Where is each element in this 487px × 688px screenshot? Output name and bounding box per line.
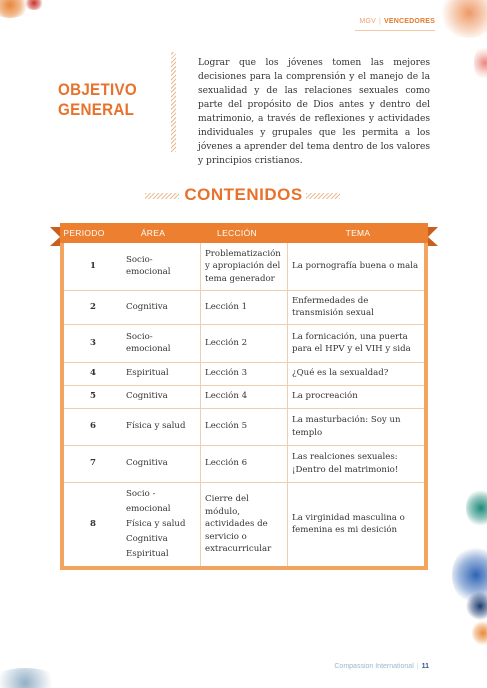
cell-tema: ¿Qué es la sexualdad? — [288, 362, 427, 385]
cell-leccion: Problematización y apropiación del tema generador — [201, 243, 288, 290]
cell-leccion: Lección 5 — [201, 408, 288, 445]
watercolor-splash-top-right — [440, 0, 487, 38]
header-tag: MGV | VENCEDORES — [359, 18, 435, 25]
cell-tema: La procreación — [288, 385, 427, 408]
cell-periodo: 1 — [62, 243, 122, 290]
contenidos-title: CONTENIDOS — [184, 185, 303, 204]
table-row — [62, 445, 426, 482]
cell-area: Socio-emocional — [122, 324, 201, 362]
cell-periodo: 3 — [62, 324, 122, 362]
table-row — [62, 408, 426, 445]
hatch-divider-vertical — [171, 52, 176, 152]
footer-brand: Compassion International — [334, 663, 414, 670]
header-tema: TEMA — [345, 228, 371, 238]
watercolor-splash-right-teal — [466, 488, 487, 528]
watercolor-splash-top-left-red — [24, 0, 44, 10]
cell-tema: La masturbación: Soy un templo — [288, 408, 427, 445]
cell-periodo: 6 — [62, 408, 122, 445]
cell-leccion: Lección 1 — [201, 290, 288, 324]
table-row — [62, 243, 426, 290]
objetivo-title: OBJETIVO GENERAL — [58, 81, 137, 119]
table-row — [62, 324, 426, 362]
cell-tema: La virginidad masculina o femenina es mi desición — [288, 482, 427, 568]
table-row — [62, 385, 426, 408]
cell-area: Cognitiva — [122, 385, 201, 408]
cell-leccion: Lección 2 — [201, 324, 288, 362]
hatch-divider-right — [306, 193, 340, 199]
cell-periodo: 5 — [62, 385, 122, 408]
contenidos-table — [60, 243, 428, 570]
header-periodo: PERIODO — [63, 228, 105, 238]
cell-leccion: Lección 3 — [201, 362, 288, 385]
area-item: Espiritual — [126, 548, 169, 559]
cell-tema: La fornicación, una puerta para el HPV y el VIH y sida — [288, 324, 427, 362]
cell-tema: Las realciones sexuales: ¡Dentro del matrimonio! — [288, 445, 427, 482]
watercolor-splash-right-mid — [474, 44, 487, 82]
cell-area — [122, 482, 201, 568]
cell-periodo: 4 — [62, 362, 122, 385]
area-item: Física y salud — [126, 518, 186, 529]
cell-periodo: 2 — [62, 290, 122, 324]
cell-tema: Enfermedades de transmisión sexual — [288, 290, 427, 324]
cell-area: Socio-emocional — [122, 243, 201, 290]
page-number: 11 — [421, 663, 429, 670]
cell-periodo: 8 — [62, 482, 122, 568]
header-divider — [355, 30, 435, 31]
cell-periodo: 7 — [62, 445, 122, 482]
cell-area: Física y salud — [122, 408, 201, 445]
header-right: VENCEDORES — [383, 18, 435, 25]
table-row — [62, 362, 426, 385]
cell-leccion: Cierre del módulo, actividades de servicio o extracurricular — [201, 482, 288, 568]
table-row — [62, 290, 426, 324]
header-leccion: LECCIÓN — [217, 228, 257, 238]
table-row — [62, 482, 426, 568]
area-item: Socio -emocional — [126, 488, 171, 514]
watercolor-splash-right-dark — [466, 592, 487, 620]
objetivo-text: Lograr que los jóvenes tomen las mejores decisiones para la comprensión y el manejo de la sexualidad y de las relaciones sexuales como parte del propósito de Dios antes y dentro del matrimonio, a través de reflexiones y actividades individuales y grupales que les permita a los jóvenes a aprender del tema dentro de los valores y principios cristianos. — [198, 58, 430, 166]
footer: Compassion International | 11 — [334, 663, 429, 670]
watercolor-splash-right-orange — [472, 620, 487, 646]
cell-leccion: Lección 6 — [201, 445, 288, 482]
header-area: ÁREA — [140, 228, 166, 238]
header-left: MGV — [359, 18, 376, 25]
watercolor-splash-bottom-left — [0, 668, 60, 688]
cell-area: Cognitiva — [122, 445, 201, 482]
area-item: Cognitiva — [126, 533, 168, 544]
cell-area: Espiritual — [122, 362, 201, 385]
cell-leccion: Lección 4 — [201, 385, 288, 408]
cell-tema: La pornografía buena o mala — [288, 243, 427, 290]
cell-area: Cognitiva — [122, 290, 201, 324]
